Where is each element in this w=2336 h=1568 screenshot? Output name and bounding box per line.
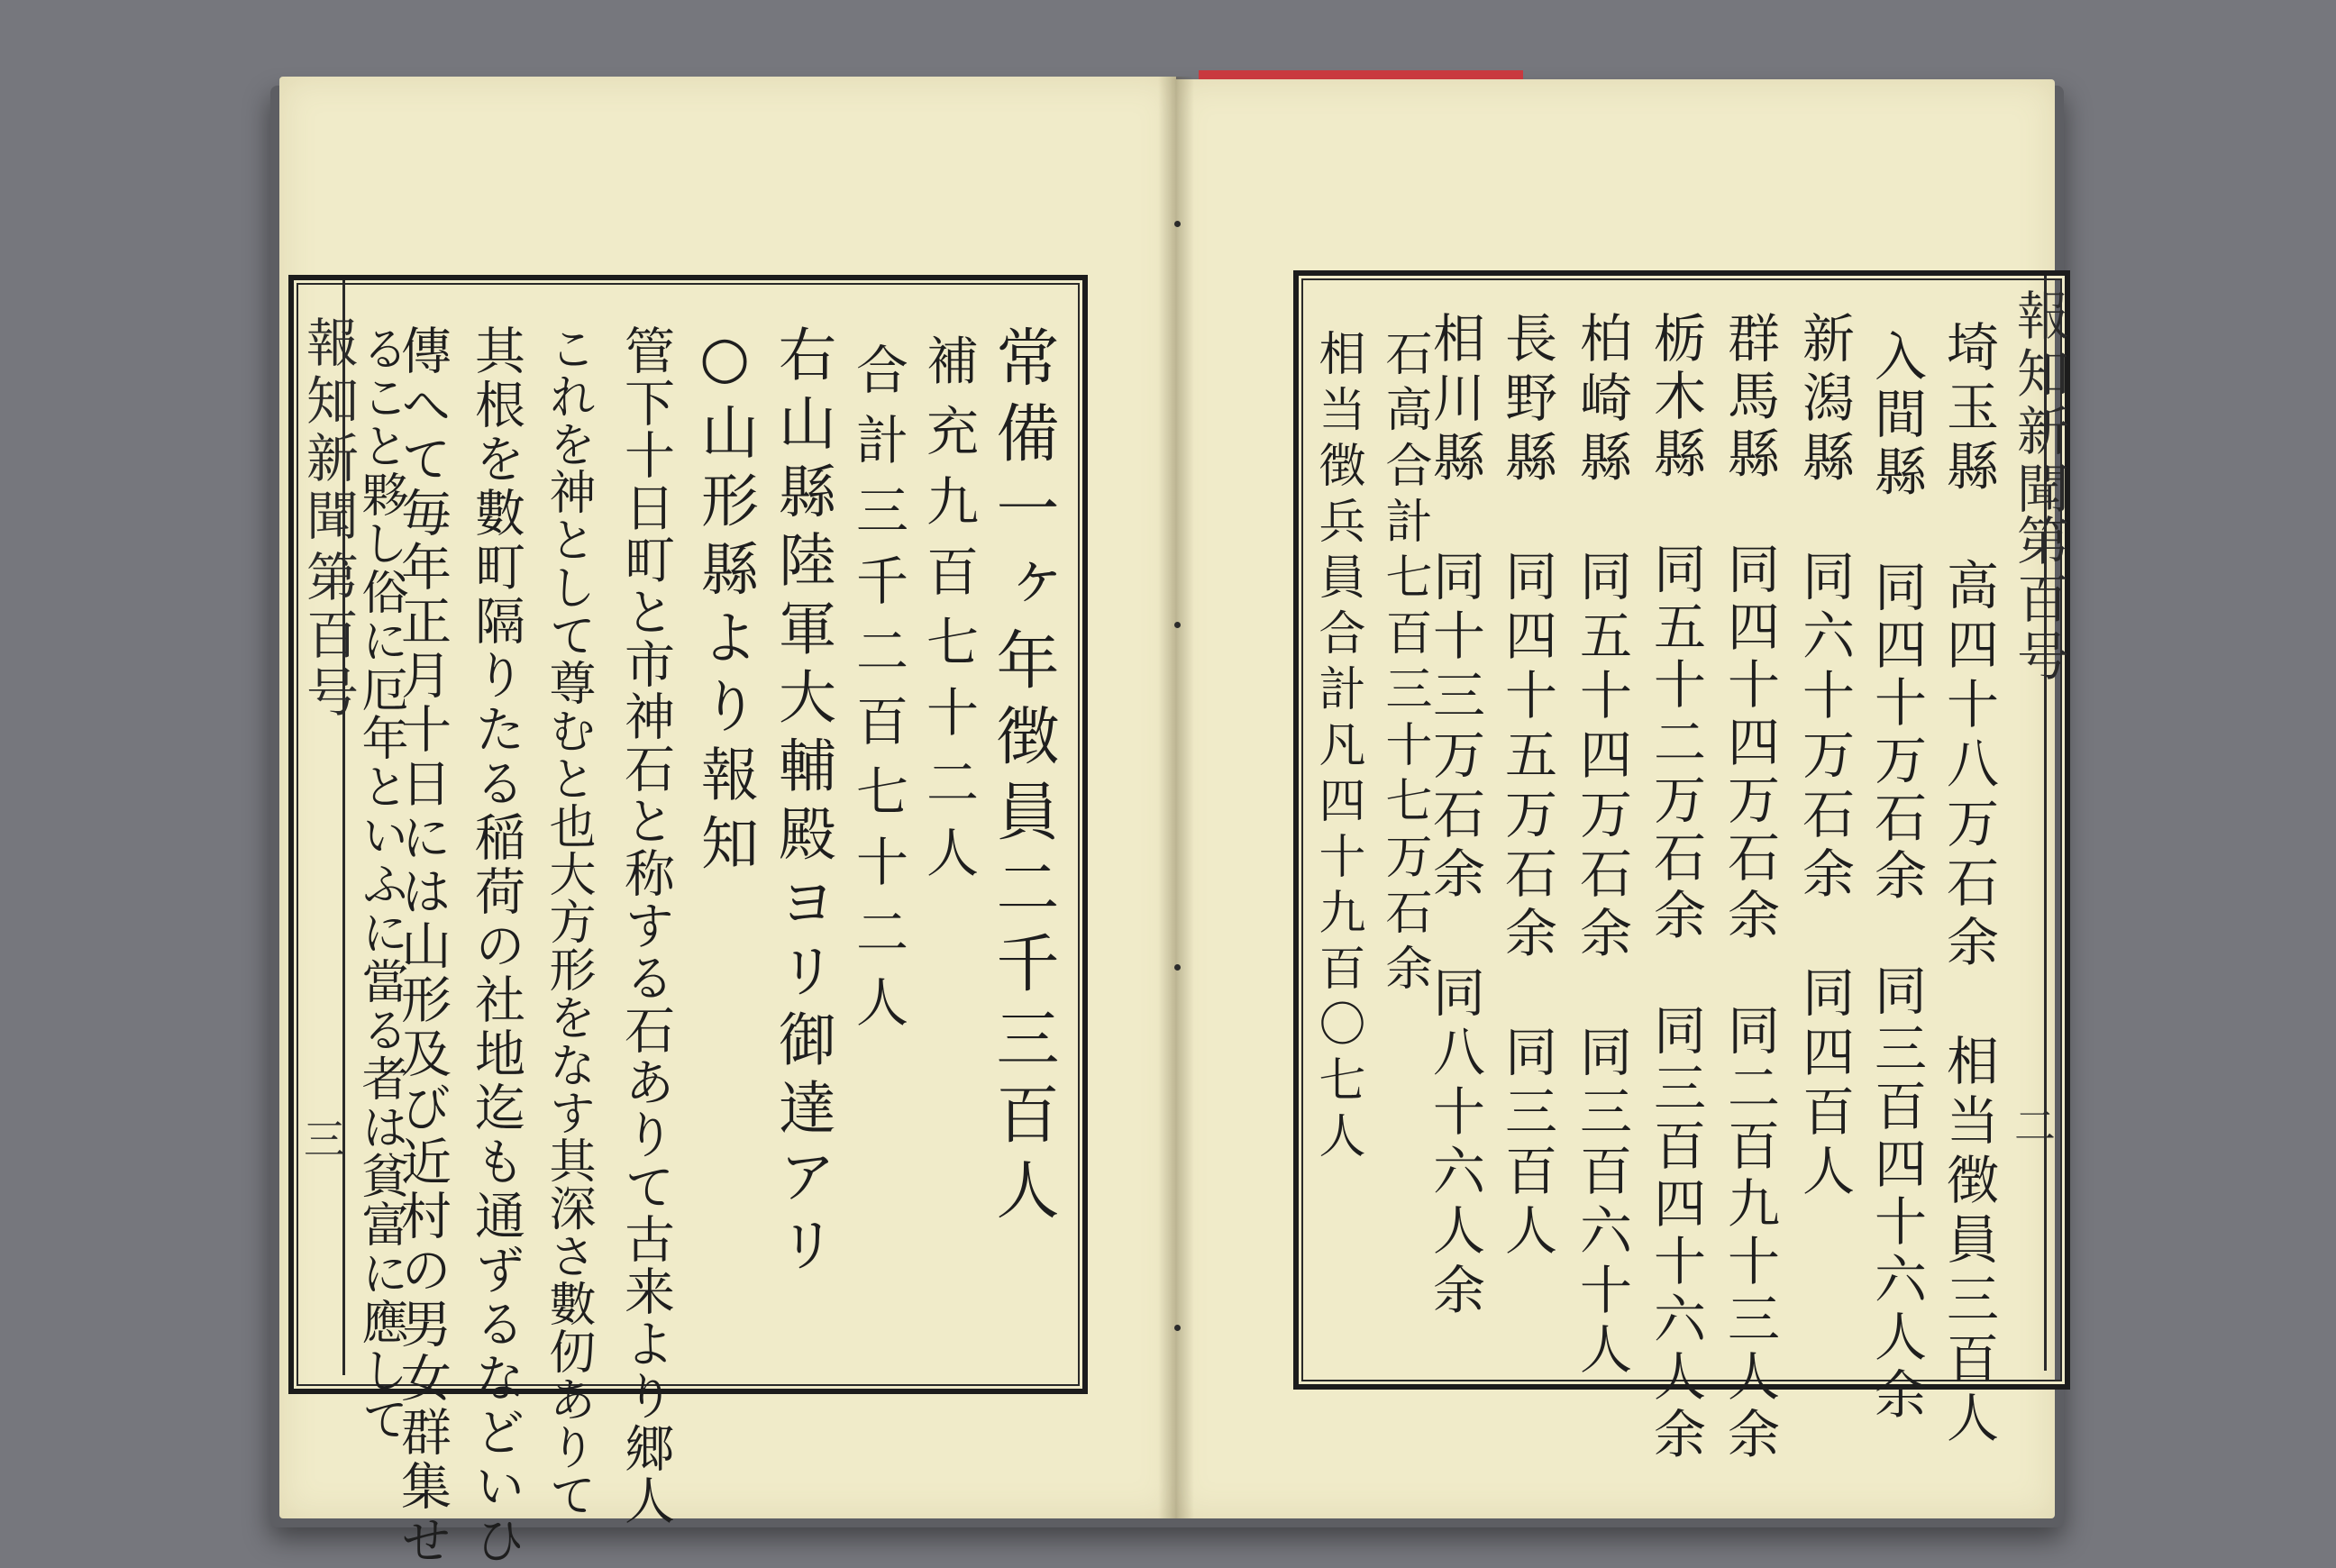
left-col-6: 管下十日町と市神石と称する石ありて古来より郷人 (616, 324, 675, 1527)
right-col-4: 群馬縣 同四十四万石余 同二百九十三人余 (1719, 311, 1780, 1464)
binding-hole (1174, 964, 1181, 971)
right-col-10: 相当徴兵員合計凡四十九百〇七人 (1310, 329, 1364, 1167)
right-col-9: 石高合計七百三十七万石余 (1377, 329, 1431, 999)
left-col-2: 補充九百七十二人 (917, 333, 979, 896)
right-margin-issue: 第百号 (2008, 514, 2069, 687)
left-margin-title: 報知新聞 (297, 315, 359, 546)
left-col-7: これを神として尊むと也大方形をなす其深さ數仞ありて (541, 324, 595, 1518)
binding-hole (1174, 1325, 1181, 1331)
right-col-8: 相川縣 同十三万石余 同八十六人余 (1424, 311, 1485, 1322)
book-gutter (1158, 77, 1194, 1518)
left-margin-issue: 第百号 (297, 550, 359, 723)
right-page-number: 二 (2008, 1104, 2057, 1151)
binding-hole (1174, 221, 1181, 227)
left-col-1: 常備一ヶ年徴員二千三百人 (986, 324, 1060, 1233)
right-col-1: 埼玉縣 高四十八万石余 相当徴員三百人 (1938, 320, 1999, 1450)
right-col-6: 柏崎縣 同五十四万石余 同三百六十人 (1571, 311, 1632, 1381)
left-col-5: ○山形縣より報知 (691, 324, 758, 881)
left-col-3: 合計三千二百七十二人 (847, 342, 908, 1045)
right-col-2: 入間縣 同四十万石余 同三百四十六人余 (1866, 329, 1927, 1425)
left-page-number: 三 (297, 1117, 346, 1164)
left-col-8: 其根を數町隔りたる稲荷の社地迄も通ずるなどいひ (467, 324, 525, 1568)
red-binding-edge (1199, 70, 1523, 79)
right-margin-title: 報知新聞 (2008, 288, 2069, 519)
right-col-7: 長野縣 同四十五万石余 同三百人 (1496, 311, 1557, 1263)
right-col-5: 栃木縣 同五十二万石余 同三百四十六人余 (1645, 311, 1706, 1464)
left-col-9: 傳へて毎年正月十日には山形及び近村の男女群集せ (393, 324, 452, 1568)
binding-hole (1174, 622, 1181, 628)
right-col-3: 新潟縣 同六十万石余 同四百人 (1793, 311, 1855, 1203)
left-col-10: ること夥し俗に厄年といふに當る者は貧富に應して (353, 324, 407, 1444)
left-col-4: 右山縣陸軍大輔殿ヨリ御達アリ (769, 324, 835, 1283)
